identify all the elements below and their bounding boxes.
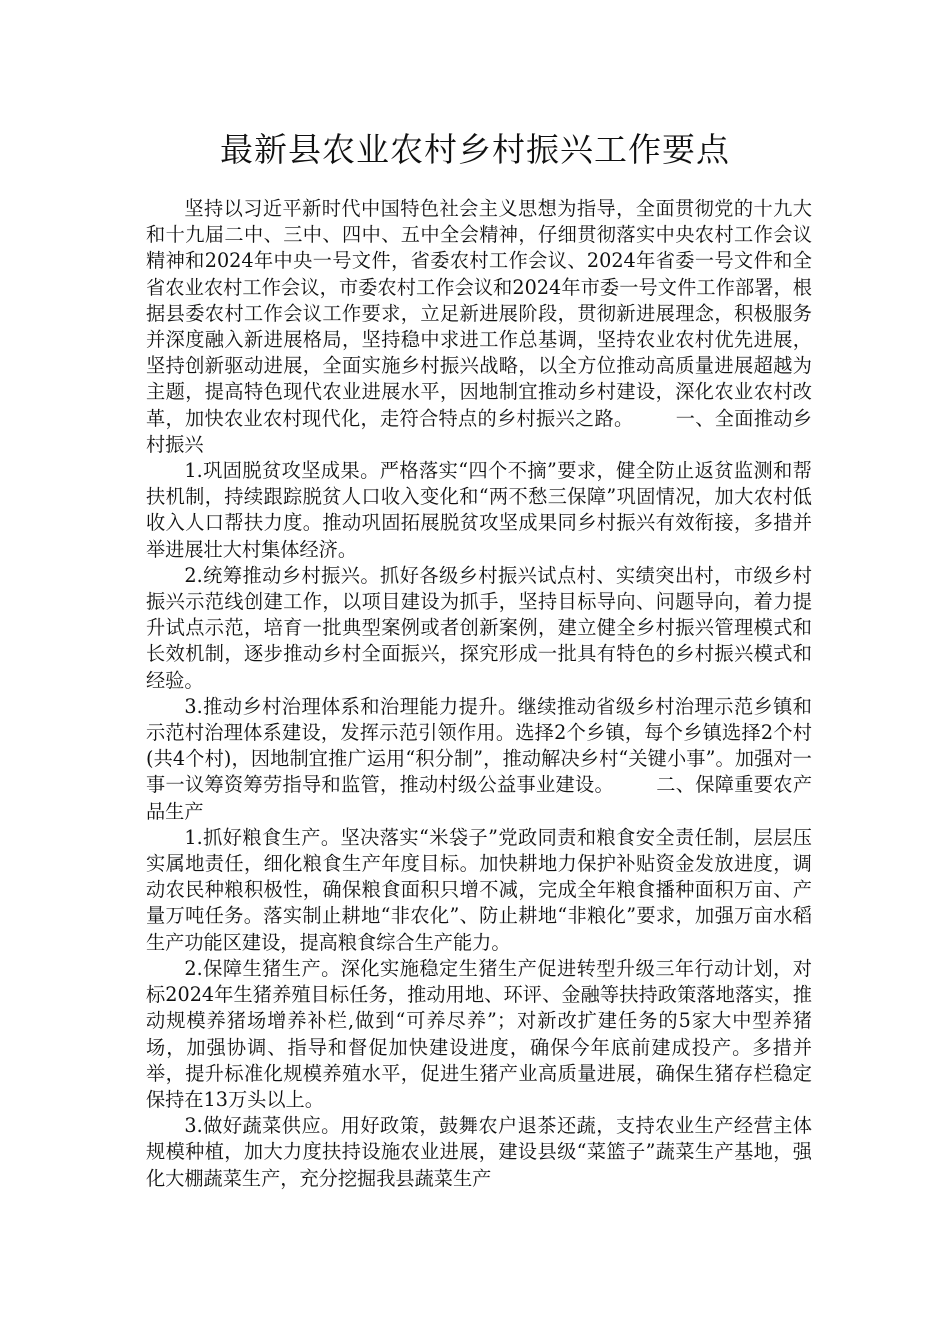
paragraph-s1-item2: 2.统筹推动乡村振兴。抓好各级乡村振兴试点村、实绩突出村，市级乡村振兴示范线创建工作，以项目建设为抓手，坚持目标导向、问题导向，着力提升试点示范，培育一批典型案例或者创新案例，建立健全乡村振兴管理模式和长效机制，逐步推动乡村全面振兴，探究形成一批具有特色的乡村振兴模式和经验。: [146, 563, 812, 692]
intro-text: 坚持以习近平新时代中国特色社会主义思想为指导，全面贯彻党的十九大和十九届二中、三中、四中、五中全会精神，仔细贯彻落实中央农村工作会议精神和2024年中央一号文件，省委农村工作会议、2024年省委一号文件和全省农业农村工作会议，市委农村工作会议和2024年市委一号文件工作部署，根据县委农村工作会议工作要求，立足新进展阶段，贯彻新进展理念，积极服务并深度融入新进展格局，坚持稳中求进工作总基调，坚持农业农村优先进展，坚持创新驱动进展，全面实施乡村振兴战略，以全方位推动高质量进展超越为主题，提高特色现代农业进展水平，因地制宜推动乡村建设，深化农业农村改革，加快农业农村现代化，走符合特点的乡村振兴之路。: [146, 197, 812, 430]
s1-item3-text: 3.推动乡村治理体系和治理能力提升。继续推动省级乡村治理示范乡镇和示范村治理体系建设，发挥示范引领作用。选择2个乡镇，每个乡镇选择2个村(共4个村)，因地制宜推广运用“积分制”，推动解决乡村“关键小事”。加强对一事一议筹资筹劳指导和监管，推动村级公益事业建设。: [146, 694, 812, 797]
paragraph-s2-item2: 2.保障生猪生产。深化实施稳定生猪生产促进转型升级三年行动计划，对标2024年生猪养殖目标任务，推动用地、环评、金融等扶持政策落地落实，推动规模养猪场增养补栏,做到“可养尽养”；对新改扩建任务的5家大中型养猪场，加强协调、指导和督促加快建设进度，确保今年底前建成投产。多措并举，提升标准化规模养殖水平，促进生猪产业高质量进展，确保生猪存栏稳定保持在13万头以上。: [146, 956, 812, 1111]
section-heading-1: 一、全面推动乡村振兴: [146, 406, 812, 456]
section-heading-2: 二、保障重要农产品生产: [146, 773, 813, 823]
page-title: 最新县农业农村乡村振兴工作要点: [220, 130, 730, 169]
intro-paragraph: [146, 196, 812, 458]
paragraph-s1-item3: [146, 694, 812, 825]
paragraph-s2-item3: 3.做好蔬菜供应。用好政策，鼓舞农户退茶还蔬，支持农业生产经营主体规模种植，加大力度扶持设施农业进展，建设县级“菜篮子”蔬菜生产基地，强化大棚蔬菜生产，充分挖掘我县蔬菜生产: [146, 1114, 812, 1190]
document-body: [146, 196, 812, 1192]
paragraph-s1-item1: 1.巩固脱贫攻坚成果。严格落实“四个不摘”要求，健全防止返贫监测和帮扶机制，持续跟踪脱贫人口收入变化和“两不愁三保障”巩固情况，加大农村低收入人口帮扶力度。推动巩固拓展脱贫攻坚成果同乡村振兴有效衔接，多措并举进展壮大村集体经济。: [146, 459, 812, 561]
paragraph-s2-item1: 1.抓好粮食生产。坚决落实“米袋子”党政同责和粮食安全责任制，层层压实属地责任，细化粮食生产年度目标。加快耕地力保护补贴资金发放进度，调动农民种粮积极性，确保粮食面积只增不减，完成全年粮食播种面积万亩、产量万吨任务。落实制止耕地“非农化”、防止耕地“非粮化”要求，加强万亩水稻生产功能区建设，提高粮食综合生产能力。: [146, 825, 812, 954]
